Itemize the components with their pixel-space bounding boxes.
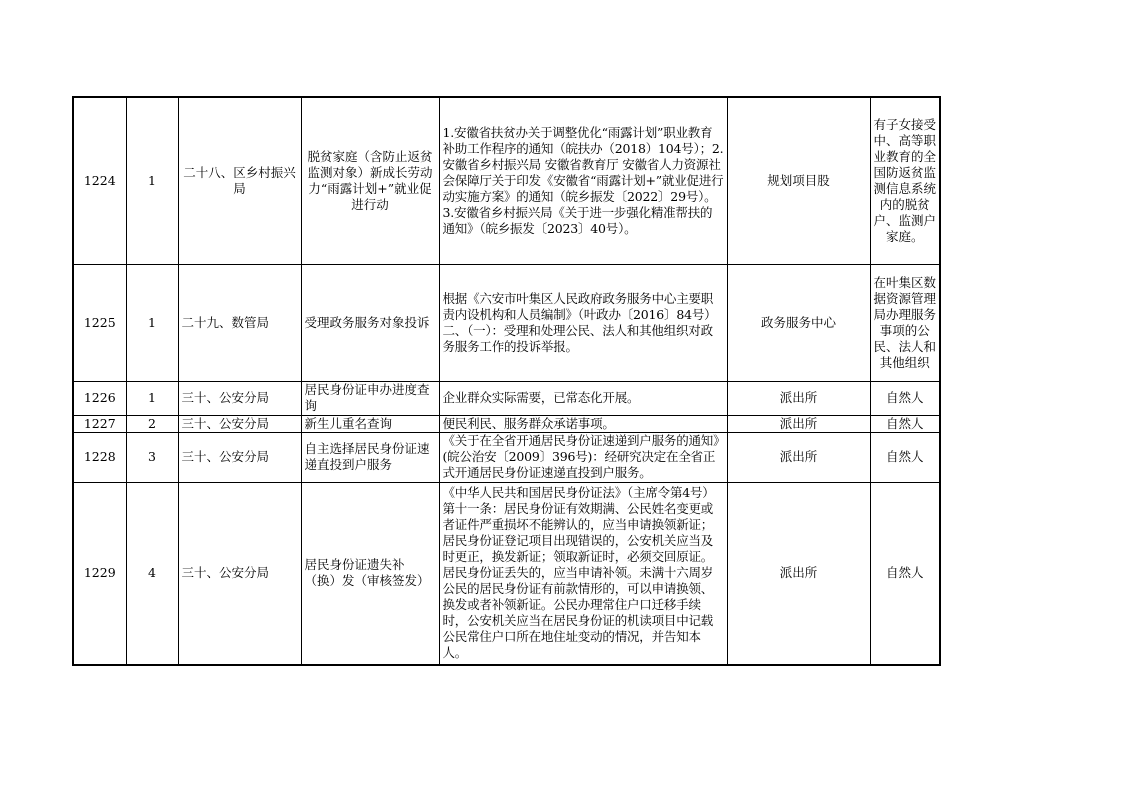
- service-item: 自主选择居民身份证速递直投到户服务: [301, 432, 439, 482]
- legal-basis: 《关于在全省开通居民身份证速递到户服务的通知》(皖公治安〔2009〕396号)：经研究决定在全省正式开通居民身份证速递直投到户服务。: [439, 432, 727, 482]
- department: 二十八、区乡村振兴局: [178, 97, 301, 264]
- department: 三十、公安分局: [178, 415, 301, 432]
- service-object: 有子女接受中、高等职业教育的全国防返贫监测信息系统内的脱贫户、监测户家庭。: [870, 97, 940, 264]
- service-item: 新生儿重名查询: [301, 415, 439, 432]
- legal-basis: 企业群众实际需要，已常态化开展。: [439, 381, 727, 415]
- service-object: 自然人: [870, 415, 940, 432]
- service-item: 居民身份证申办进度查询: [301, 381, 439, 415]
- sequence-number: 1: [126, 97, 178, 264]
- table-row: [73, 264, 940, 381]
- table-row: [73, 97, 940, 264]
- service-items-table: [72, 96, 941, 666]
- responsible-unit: 政务服务中心: [727, 264, 870, 381]
- service-object: 自然人: [870, 381, 940, 415]
- responsible-unit: 派出所: [727, 381, 870, 415]
- sequence-number: 1: [126, 381, 178, 415]
- sequence-number: 3: [126, 432, 178, 482]
- service-object: 在叶集区数据资源管理局办理服务事项的公民、法人和其他组织: [870, 264, 940, 381]
- row-number: 1225: [73, 264, 126, 381]
- service-object: 自然人: [870, 432, 940, 482]
- department: 三十、公安分局: [178, 381, 301, 415]
- row-number: 1226: [73, 381, 126, 415]
- responsible-unit: 派出所: [727, 415, 870, 432]
- responsible-unit: 派出所: [727, 432, 870, 482]
- row-number: 1227: [73, 415, 126, 432]
- sequence-number: 2: [126, 415, 178, 432]
- department: 二十九、数管局: [178, 264, 301, 381]
- legal-basis: 1.安徽省扶贫办关于调整优化“雨露计划”职业教育补助工作程序的通知（皖扶办（2018）104号）；2.安徽省乡村振兴局 安徽省教育厅 安徽省人力资源社会保障厅关于印发《安徽省“雨露计划+”就业促进行动实施方案》的通知（皖乡振发〔2022〕29号）。 3.安徽省乡村振兴局《关于进一步强化精准帮扶的通知》（皖乡振发〔2023〕40号）。: [439, 97, 727, 264]
- legal-basis: 《中华人民共和国居民身份证法》（主席令第4号）第十一条：居民身份证有效期满、公民姓名变更或者证件严重损坏不能辨认的，应当申请换领新证；居民身份证登记项目出现错误的，公安机关应当及时更正，换发新证；领取新证时，必须交回原证。居民身份证丢失的，应当申请补领。未满十六周岁公民的居民身份证有前款情形的，可以申请换领、换发或者补领新证。公民办理常住户口迁移手续时，公安机关应当在居民身份证的机读项目中记载公民常住户口所在地住址变动的情况，并告知本人。: [439, 482, 727, 665]
- service-object: 自然人: [870, 482, 940, 665]
- service-item: 居民身份证遗失补（换）发（审核签发）: [301, 482, 439, 665]
- legal-basis: 便民利民、服务群众承诺事项。: [439, 415, 727, 432]
- responsible-unit: 规划项目股: [727, 97, 870, 264]
- row-number: 1229: [73, 482, 126, 665]
- service-item: 脱贫家庭（含防止返贫监测对象）新成长劳动力“雨露计划+”就业促进行动: [301, 97, 439, 264]
- legal-basis: 根据《六安市叶集区人民政府政务服务中心主要职责内设机构和人员编制》（叶政办〔2016〕84号）二、（一）：受理和处理公民、法人和其他组织对政务服务工作的投诉举报。: [439, 264, 727, 381]
- service-item: 受理政务服务对象投诉: [301, 264, 439, 381]
- sequence-number: 1: [126, 264, 178, 381]
- table-row: [73, 432, 940, 482]
- department: 三十、公安分局: [178, 482, 301, 665]
- table-row: [73, 482, 940, 665]
- table-row: [73, 381, 940, 415]
- sequence-number: 4: [126, 482, 178, 665]
- department: 三十、公安分局: [178, 432, 301, 482]
- row-number: 1224: [73, 97, 126, 264]
- row-number: 1228: [73, 432, 126, 482]
- table-row: [73, 415, 940, 432]
- responsible-unit: 派出所: [727, 482, 870, 665]
